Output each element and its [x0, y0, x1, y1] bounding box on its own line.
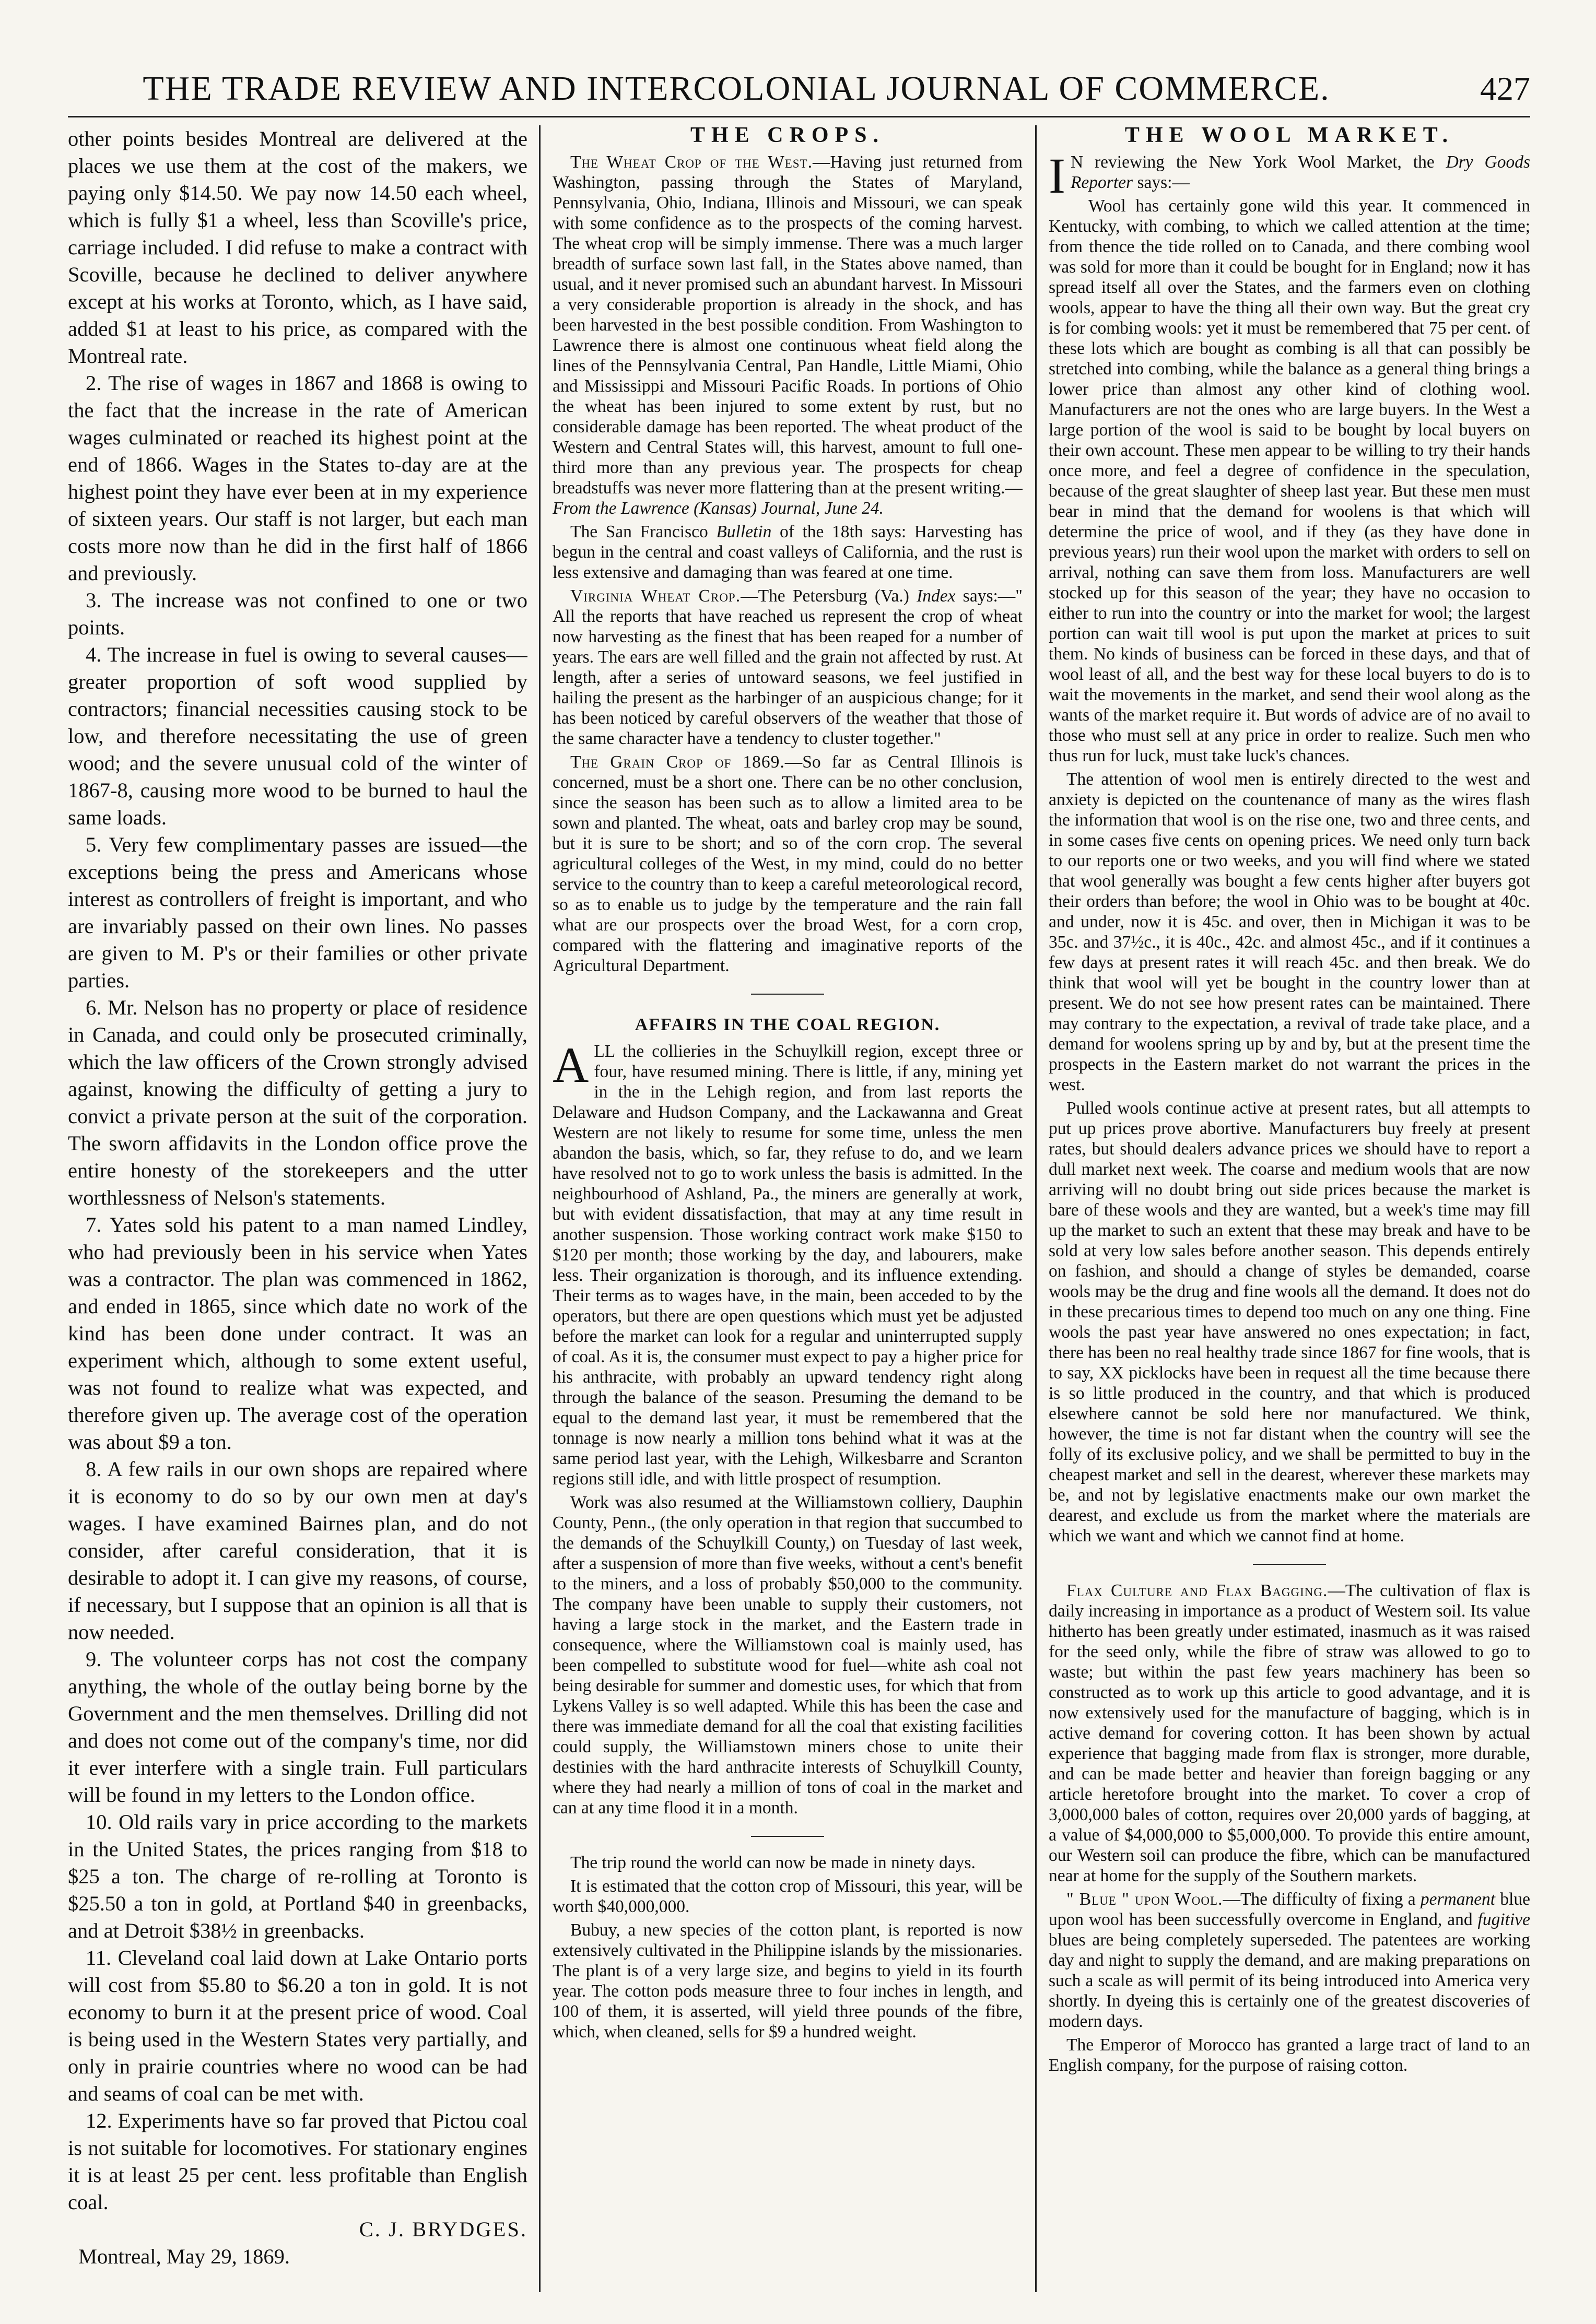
column-divider-left [539, 125, 541, 2292]
blue-wool-paragraph [1049, 1889, 1530, 2032]
column-divider-right [1035, 125, 1037, 2292]
virginia-mid: —The Petersburg (Va.) [741, 586, 917, 606]
crops-heading: THE CROPS. [690, 125, 885, 147]
blue-body: blues are being completely superseded. The patentees are working day and night to supply the demand, and are making preparations on such a scale as will permit of its being introduced into America very shortly. In dyeing this is certainly one of the greatest discoveries of modern days. [1049, 1930, 1530, 2031]
bubuy-paragraph: Bubuy, a new species of the cotton plant, is reported is now extensively cultivated in the Philippine islands by the missionaries. The plant is of a very large size, and begins to yield in its fourth year. The cotton pods measure three to four inches in length, and 100 of them, it is asserted, will yield three pounds of the fibre, which, when cleaned, sells for $9 a hundred weight. [553, 1920, 1023, 2042]
wool-intro-post: says:— [1133, 173, 1190, 192]
section-rule-3 [1253, 1564, 1326, 1565]
coal-p1-text: LL the collieries in the Schuylkill region, except three or four, have resumed mining. There is little, if any, mining yet in the in the Lehigh region, and from last reports the Delaware and Hudson Company, and the Lackawanna and Great Western are not likely to resume for some time, unless the men abandon the basis, which, so far, they refuse to do, and we learn have resolved not to go to work unless the basis is admitted. In the neighbourhood of Ashland, Pa., the miners are generally at work, but with evident dissatisfaction, that may at any time result in another suspension. Those working contract work make $150 to $120 per month; those working by the day, and labourers, make less. Their organization is thorough, and its influence extending. Their terms as to wages have, in the main, been acceded to by the operators, but there are open questions which must yet be adjusted before the market can look for a regular and uninterrupted supply of coal. As it is, the consumer must expect to pay a higher price for his anthracite, with probably an upward tendency right along through the balance of the season. Presuming the demand to be equal to the demand last year, it must be remembered that the tonnage is now nearly a million tons behind what it was at the same period last year, with the Lehigh, Wilkesbarre and Scranton regions still idle, and with little prospect of resumption. [553, 1042, 1023, 1489]
letter-paragraph-2: 2. The rise of wages in 1867 and 1868 is owing to the fact that the increase in the rate of American wages culminated or reached its highest point at the end of 1866. Wages in the States to-day are at the highest point they have ever been at in my experience of sixteen years. Our staff is not larger, but each man costs more now than he did in the first half of 1866 and previously. [68, 371, 527, 585]
grain-body: —So far as Central Illinois is concerned, must be a short one. There can be no other conclusion, since the season has been such as to allow a limited area to be sown and planted. The wheat, oats and barley crop may be sound, but it is sure to be short; and so of the corn crop. The several agricultural colleges of the West, in my mind, could do no better service to the country than to keep a careful meteorological record, so as to enable us to judge by the temperature and the rain fall what are our prospects over the broad West, for a corn crop, compared with the flattering and imaginative reports of the Agricultural Department. [553, 752, 1023, 975]
wool-intro-paper: Dry Goods Reporter [1070, 152, 1530, 192]
wheat-west-paragraph [553, 152, 1023, 518]
wheat-west-source: From the Lawrence (Kansas) Journal, June 24. [553, 499, 884, 518]
sf-body: of the 18th says: Harvesting has begun in the central and coast valleys of California, and the rust is less extensive and damaging than was feared at one time. [553, 522, 1023, 582]
wool-paragraph-1: Wool has certainly gone wild this year. It commenced in Kentucky, with combing, to which we called attention at the time; from thence the tide rolled on to Canada, and there combing wool was sold for more than it could be bought for in England; now it has spread itself all over the States, and the farmers even on clothing wools, appear to have the thing all their own way. But the great cry is for combing wools: yet it must be remembered that 75 per cent. of these lots which are bought as combing is all that can possibly be stretched into combing, while the balance as a general thing brings a lower price than almost any other kind of clothing wool. Manufacturers are not the ones who are large buyers. In the West a large portion of the wool is said to be bought by local buyers on their own account. These men appear to be willing to try their hands once more, and feel a degree of confidence in the speculation, because of the great slaughter of sheep last year. But these men must bear in mind that the demand for woolens is that which will determine the price of wool, and if they (as they have done in previous years) run their wool upon the market with orders to sell on arrival, nothing can save them from loss. Manufacturers are well stocked up for this season of the year; they have no occasion to either to run into the country or into the market for wool; the largest portion can wait till wool is put upon the market at prices to suit them. No kinds of business can be forced in these days, and that of wool least of all, and the best way for these local buyers to do is to wait the movements in the market, and send their wool along as the wants of the market require it. But words of advice are of no avail to those who must sell at any price in order to realize. Such men who thus run for luck, must take luck's chances. [1049, 196, 1530, 765]
trip-paragraph: The trip round the world can now be made in ninety days. [570, 1853, 976, 1872]
page-header [68, 68, 1530, 110]
cotton-paragraph: It is estimated that the cotton crop of Missouri, this year, will be worth $40,000,000. [553, 1877, 1023, 1916]
letter-paragraph-11: 11. Cleveland coal laid down at Lake Ontario ports will cost from $5.80 to $6.20 a ton in gold. It is not economy to burn it at the present price of wood. Coal is being used in the Western States very partially, and only in prairie countries where no wood can be had and seams of coal can be met with. [68, 1946, 527, 2105]
flax-body: —The cultivation of flax is daily increasing in importance as a product of Western soil. Its value hitherto has been greatly under estimated, inasmuch as it was raised for the seed only, while the fibre of straw was allowed to go to waste; but within the past few years machinery has been so constructed as to work up this article to good advantage, and it is now extensively used for the manufacture of bagging, which is in active demand for covering cotton. It has been shown by actual experience that bagging made from flax is stronger, more durable, and can be made better and heavier than foreign bagging or any article heretofore brought into the market. To cover a crop of 3,000,000 bales of cotton, requires over 20,000 yards of bagging, at a value of $4,000,000 to $5,000,000. To provide this entire amount, our Western soil can produce the fibre, which can be manufactured near at home for the supply of the Southern markets. [1049, 1581, 1530, 1885]
coal-paragraph-2: Work was also resumed at the Williamstown colliery, Dauphin County, Penn., (the only operation in that region that succumbed to the demands of the Schuylkill County,) on Tuesday of last week, after a suspension of more than five weeks, without a cent's benefit to the miners, and a loss of probably $50,000 to the community. The company have been unable to supply their customers, not having a large stock in the market, and the Eastern trade in consequence, where the Williamstown coal is mainly used, has been compelled to substitute wood for fuel—white ash coal not being desirable for summer and domestic uses, for which that from Lykens Valley is so well adapted. While this has been the case and there was immediate demand for all the coal that existing facilities could supply, the Williamstown miners chose to unite their destinies with the hard anthracite interests of Schuylkill County, where they had nearly a million of tons of coal in the market and can at any time flood it in a month. [553, 1493, 1023, 1818]
wheat-west-lead: The Wheat Crop of the West. [570, 152, 813, 172]
virginia-body: says:—" All the reports that have reached us represent the crop of wheat now harvesting as the finest that has been reaped for a number of years. The ears are well filled and the grain not affected by rust. At length, after a series of untoward seasons, we feel justified in hailing the present as the harbinger of an auspicious change; for it has been noticed by careful observers of the weather that those of the same character have a tendency to cluster together." [553, 586, 1023, 748]
letter-dateline: Montreal, May 29, 1869. [78, 2245, 290, 2268]
coal-heading: AFFAIRS IN THE COAL REGION. [635, 1015, 941, 1034]
section-rule [751, 994, 824, 995]
wool-paragraph-2: The attention of wool men is entirely directed to the west and anxiety is depicted on the countenance of many as the wires flash the information that wool is on the rise one, two and three cents, and in some cases five cents on opening prices. We need only turn back to our reports one or two weeks, and you will find where we stated that wool generally was bought a few cents higher after buyers got their orders than before; the wool in Ohio was to be bought at 40c. and under, now it is 45c. and over, then in Michigan it was to be 35c. and 37½c., it is 40c., 42c. and almost 45c., and if it continues a few days at present rates it will reach 45c. and then break. We do think that wool will yet be bought in the country lower than at present. We do not see how present rates can be maintained. There may contrary to the expectation, a revival of trade take place, and a demand for woolens spring up by and by, but at the present time the prospects in the Eastern market do not warrant the prices in the west. [1049, 770, 1530, 1094]
column-letter [68, 125, 527, 2292]
sf-pre: The San Francisco [570, 522, 717, 541]
letter-paragraph-6: 6. Mr. Nelson has no property or place of residence in Canada, and could only be prosecuted criminally, which the law officers of the Crown strongly advised against, knowing the difficulty of getting a jury to convict a private person at the suit of the corporation. The sworn affidavits in the London office prove the entire honesty of the storekeepers and the utter worthlessness of Nelson's statements. [68, 996, 527, 1209]
blue-em1: permanent [1420, 1890, 1496, 1909]
flax-paragraph [1049, 1580, 1530, 1886]
san-francisco-paragraph [553, 522, 1023, 583]
drop-cap-a: A [553, 1037, 589, 1093]
letter-paragraph-1: other points besides Montreal are delivered at the places we use them at the cost of the makers, we paying only $14.50. We pay now 14.50 each wheel, which is fully $1 a wheel, less than Scoville's price, carriage included. I did refuse to make a contract with Scoville, because he declined to deliver anywhere except at his works at Toronto, which, as I have said, added $1 at least to his price, as compared with the Montreal rate. [68, 127, 527, 368]
blue-mid: blue upon wool has been successfully overcome in England, and [1049, 1890, 1530, 1929]
page-number: 427 [1480, 70, 1530, 107]
drop-cap-i: I [1049, 148, 1065, 204]
letter-paragraph-8: 8. A few rails in our own shops are repaired where it is economy to do so by our own men at day's wages. I have examined Bairnes plan, and do not consider, after careful consideration, that it is desirable to adopt it. I can give my reasons, of course, if necessary, but I suppose that an opinion is all that is now needed. [68, 1457, 527, 1644]
letter-paragraph-5: 5. Very few complimentary passes are issued—the exceptions being the press and Americans whose interest as controllers of freight is important, and who are invariably passed on their own lines. No passes are given to M. P's or their families or other private parties. [68, 833, 527, 992]
section-rule-2 [751, 1836, 824, 1837]
grain-crop-paragraph [553, 752, 1023, 976]
journal-title: THE TRADE REVIEW AND INTERCOLONIAL JOURNAL OF COMMERCE. [143, 69, 1330, 108]
letter-paragraph-12: 12. Experiments have so far proved that Pictou coal is not suitable for locomotives. For stationary engines it is at least 25 per cent. less profitable than English coal. [68, 2109, 527, 2214]
grain-lead: The Grain Crop of 1869. [570, 752, 785, 772]
letter-paragraph-3: 3. The increase was not confined to one or two points. [68, 588, 527, 639]
column-wool [1049, 125, 1530, 2292]
column-crops-coal [553, 125, 1023, 2292]
header-rule [68, 116, 1530, 117]
wool-heading: THE WOOL MARKET. [1124, 125, 1454, 147]
sf-paper: Bulletin [716, 522, 772, 541]
coal-paragraph-1 [553, 1037, 1023, 1489]
wheat-west-body: —Having just returned from Washington, passing through the States of Maryland, Pennsylvania, Ohio, Indiana, Illinois and Missouri, we can speak with some confidence as to the prospects of the coming harvest. The wheat crop will be simply immense. There was a much larger breadth of surface sown last fall, in the States above named, than usual, and it never promised such an abundant harvest. In Missouri a very considerable proportion is already in the shock, and has been harvested in the best possible condition. From Washington to Lawrence there is almost one continuous wheat field along the lines of the Pennsylvania Central, Pan Handle, Little Miami, Ohio and Mississippi and Missouri Pacific Roads. In portions of Ohio the wheat has been injured to some extent by rust, but no considerable damage has been reported. The wheat product of the Western and Central States will, this harvest, amount to full one-third more than any previous year. The prospects for cheap breadstuffs was never more flattering than at the present writing.— [553, 152, 1023, 498]
blue-pre: —The difficulty of fixing a [1223, 1890, 1421, 1909]
letter-paragraph-7: 7. Yates sold his patent to a man named Lindley, who had previously been in his service when Yates was a contractor. The plan was commenced in 1862, and ended in 1865, since which date no work of the kind has been done under contract. It was an experiment which, although to some extent useful, was not found to realize what was expected, and therefore given up. The average cost of the operation was about $9 a ton. [68, 1213, 527, 1454]
virginia-paper: Index [917, 586, 956, 606]
flax-lead: Flax Culture and Flax Bagging. [1066, 1581, 1328, 1600]
virginia-lead: Virginia Wheat Crop. [570, 586, 741, 606]
wool-paragraph-3: Pulled wools continue active at present rates, but all attempts to put up prices prove abortive. Manufacturers buy freely at present rates, but should dealers advance prices we should have to report a dull market next week. The coarse and medium wools that are now arriving will no doubt bring out side prices because the market is bare of these wools and they are wanted, but a week's time may fill up the market to such an extent that these may break and have to be sold at very low sales before another season. This depends entirely on fashion, and should a change of styles be demanded, coarse wools may be the drug and fine wools all the demand. It does not do in these precarious times to depend too much on any one thing. Fine wools the past year have answered no ones expectation; in fact, there has been no real healthy trade since 1867 for fine wools, that is to say, XX picklocks have been in request all the time because there is so little produced in the country, and that which is produced elsewhere cannot be sold here nor manufactured. We think, however, the time is not far distant when the country will see the folly of its exclusive policy, and we shall be permitted to buy in the cheapest market and sell in the dearest, wherever these markets may be, and not by legislative enactments make our own market the dearest, and exclude us from the market where the materials are which we want and which we cannot find at home. [1049, 1099, 1530, 1546]
wool-intro-pre: N reviewing the New York Wool Market, the [1070, 152, 1446, 172]
blue-lead: " Blue " upon Wool. [1066, 1890, 1223, 1909]
letter-paragraph-10: 10. Old rails vary in price according to the markets in the United States, the prices ranging from $18 to $25 a ton. The charge of re-rolling at Toronto is $25.50 a ton in gold, at Portland $40 in greenbacks, and at Detroit $38½ in greenbacks. [68, 1810, 527, 1942]
wool-intro [1049, 148, 1530, 204]
letter-signature: C. J. BRYDGES. [359, 2217, 527, 2241]
virginia-paragraph [553, 586, 1023, 749]
letter-paragraph-9: 9. The volunteer corps has not cost the company anything, the whole of the outlay being borne by the Government and the men themselves. Drilling did not and does not come out of the company's time, nor did it ever interfere with a single train. Full particulars will be found in my letters to the London office. [68, 1647, 527, 1807]
morocco-paragraph: The Emperor of Morocco has granted a large tract of land to an English company, for the purpose of raising cotton. [1049, 2035, 1530, 2075]
letter-paragraph-4: 4. The increase in fuel is owing to several causes—greater proportion of soft wood supplied by contractors; financial necessities causing stock to be low, and therefore necessitating the use of green wood; and the severe unusual cold of the winter of 1867-8, causing more wood to be burned to haul the same loads. [68, 643, 527, 829]
blue-em2: fugitive [1477, 1910, 1530, 1929]
